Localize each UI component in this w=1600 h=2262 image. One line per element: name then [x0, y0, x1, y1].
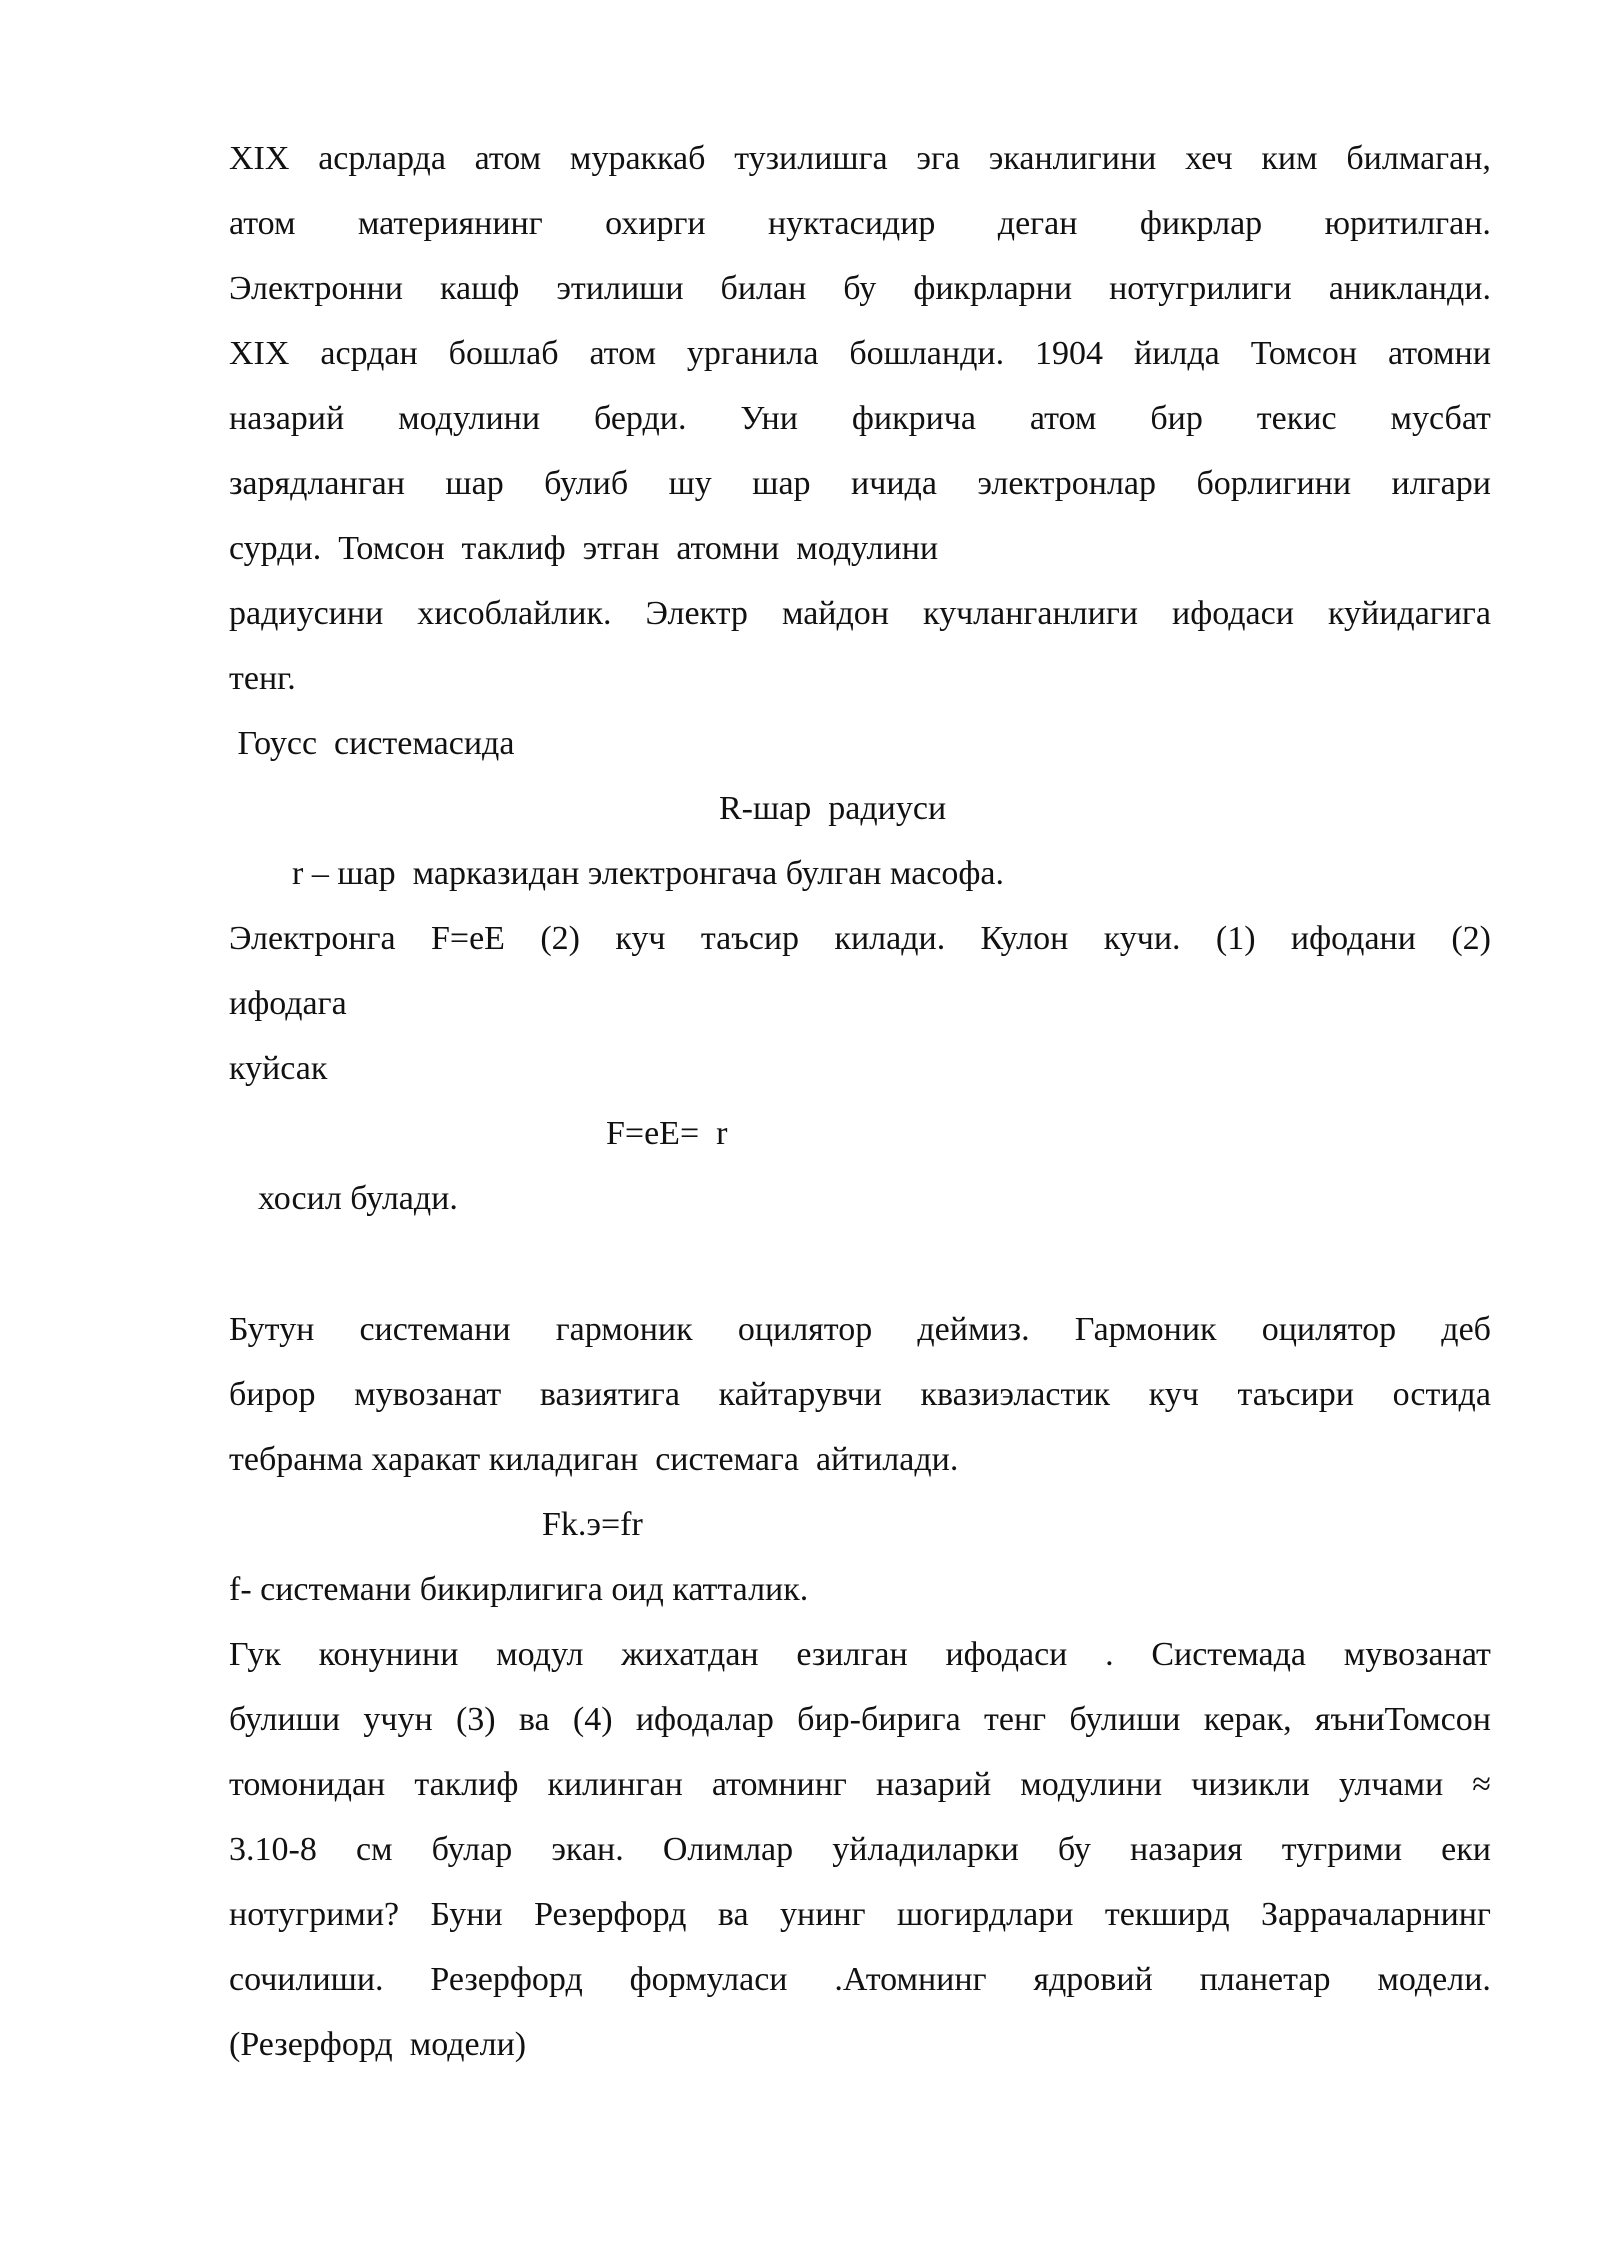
word: кашф: [440, 270, 520, 307]
word: Электр: [645, 595, 748, 632]
word: учун: [363, 1701, 433, 1738]
text-line: Гоусс системасида: [229, 725, 515, 762]
word: зарядланган: [229, 465, 405, 502]
word: аникланди.: [1328, 270, 1491, 307]
word: кайтарувчи: [718, 1376, 882, 1413]
text-line: [229, 1300, 1491, 1360]
word: Буни: [430, 1896, 503, 1933]
word: кучланганлиги: [923, 595, 1138, 632]
word: F=eE: [431, 920, 505, 957]
word: атом: [1029, 400, 1097, 437]
text-line: [229, 389, 1491, 449]
word: илгари: [1391, 465, 1491, 502]
word: яъниТомсон: [1314, 1701, 1491, 1738]
word: атом: [589, 335, 656, 372]
text-line: [229, 1950, 1491, 2010]
text-line: r – шар марказидан электронгача булган масофа.: [292, 855, 1005, 892]
word: .: [1105, 1636, 1114, 1673]
word: хисоблайлик.: [417, 595, 612, 632]
word: модели.: [1377, 1961, 1491, 1998]
text-line: тенг.: [229, 660, 296, 697]
text-line: Fk.э=fr: [542, 1506, 643, 1543]
word: Резерфорд: [430, 1961, 583, 1998]
word: асрдан: [320, 335, 418, 372]
word: атомни: [1388, 335, 1491, 372]
word: системани: [359, 1311, 511, 1348]
word: жихатдан: [621, 1636, 759, 1673]
word: билан: [720, 270, 807, 307]
text-line: тебранма харакат киладиган системага айтилади.: [229, 1441, 959, 1478]
word: булиши: [229, 1701, 341, 1738]
word: шу: [668, 465, 712, 502]
word: 1904: [1035, 335, 1104, 372]
word: XIX: [229, 140, 290, 177]
word: атомнинг: [711, 1766, 847, 1803]
word: планетар: [1199, 1961, 1331, 1998]
word: экан.: [551, 1831, 624, 1868]
word: текис: [1256, 400, 1337, 437]
word: Электронга: [229, 920, 396, 957]
word: шогирдлари: [896, 1896, 1074, 1933]
word: охирги: [605, 205, 706, 242]
word: берди.: [593, 400, 687, 437]
text-line: [229, 194, 1491, 254]
word: эга: [916, 140, 961, 177]
word: (2): [540, 920, 580, 957]
word: билмаган,: [1346, 140, 1491, 177]
word: бу: [1057, 1831, 1091, 1868]
word: мувозанат: [354, 1376, 502, 1413]
word: кучи.: [1103, 920, 1181, 957]
word: (2): [1451, 920, 1491, 957]
word: ичида: [851, 465, 937, 502]
word: этилиши: [556, 270, 684, 307]
word: 3.10-8: [229, 1831, 317, 1868]
word: куч: [1148, 1376, 1199, 1413]
word: см: [355, 1831, 393, 1868]
text-line: ифодага: [229, 985, 347, 1022]
word: Уни: [740, 400, 798, 437]
word: Томсон: [1250, 335, 1358, 372]
word: таъсир: [700, 920, 800, 957]
word: улчами: [1338, 1766, 1444, 1803]
word: булар: [431, 1831, 513, 1868]
word: Резерфорд: [534, 1896, 687, 1933]
word: куйидагига: [1327, 595, 1491, 632]
word: майдон: [781, 595, 890, 632]
text-line: [229, 1820, 1491, 1880]
text-line: F=eE= r: [606, 1115, 728, 1152]
word: Олимлар: [662, 1831, 794, 1868]
word: ифодалар: [635, 1701, 774, 1738]
word: шар: [752, 465, 811, 502]
word: текширд: [1104, 1896, 1230, 1933]
word: радиусини: [229, 595, 384, 632]
word: булиб: [544, 465, 629, 502]
word: атом: [229, 205, 296, 242]
word: сочилиши.: [229, 1961, 384, 1998]
word: ва: [717, 1896, 749, 1933]
word: хеч: [1185, 140, 1233, 177]
word: XIX: [229, 335, 290, 372]
word: электронлар: [977, 465, 1157, 502]
word: .Атомнинг: [834, 1961, 987, 1998]
word: урганила: [686, 335, 819, 372]
text-line: [229, 129, 1491, 189]
word: мусбат: [1390, 400, 1491, 437]
word: таъсири: [1237, 1376, 1354, 1413]
word: булиши: [1069, 1701, 1181, 1738]
word: ва: [518, 1701, 550, 1738]
word: бу: [843, 270, 877, 307]
text-line: f- системани бикирлигига оид катталик.: [229, 1571, 809, 1608]
text-line: [229, 1885, 1491, 1945]
word: ифодаси: [945, 1636, 1068, 1673]
word: таклиф: [414, 1766, 519, 1803]
word: ифодани: [1290, 920, 1416, 957]
word: тузилишга: [734, 140, 888, 177]
text-line: [229, 259, 1491, 319]
text-line: [229, 1365, 1491, 1425]
text-line: куйсак: [229, 1050, 328, 1087]
word: еки: [1441, 1831, 1491, 1868]
word: нотугрими?: [229, 1896, 400, 1933]
text-line: [229, 909, 1491, 969]
word: килади.: [834, 920, 946, 957]
word: модулини: [1020, 1766, 1163, 1803]
word: назария: [1130, 1831, 1243, 1868]
word: чизикли: [1191, 1766, 1310, 1803]
word: нуктасидир: [767, 205, 936, 242]
text-line: (Резерфорд модели): [229, 2026, 527, 2063]
word: Заррачаларнинг: [1261, 1896, 1491, 1933]
word: килинган: [547, 1766, 683, 1803]
word: конунини: [318, 1636, 459, 1673]
text-line: [229, 454, 1491, 514]
word: бир: [1150, 400, 1203, 437]
word: квазиэластик: [920, 1376, 1111, 1413]
word: нотугрилиги: [1109, 270, 1292, 307]
word: деб: [1441, 1311, 1491, 1348]
word: Гармоник: [1074, 1311, 1217, 1348]
word: ким: [1261, 140, 1318, 177]
word: тенг: [984, 1701, 1047, 1738]
word: езилган: [796, 1636, 908, 1673]
text-line: [229, 584, 1491, 644]
word: (1): [1215, 920, 1256, 957]
word: Электронни: [229, 270, 403, 307]
word: борлигини: [1196, 465, 1352, 502]
word: назарий: [875, 1766, 992, 1803]
word: Бутун: [229, 1311, 315, 1348]
word: керак,: [1203, 1701, 1292, 1738]
word: бир-бирига: [797, 1701, 961, 1738]
word: Гук: [229, 1636, 281, 1673]
text-line: хосил булади.: [258, 1180, 458, 1217]
word: назарий: [229, 400, 345, 437]
word: вазиятига: [539, 1376, 680, 1413]
word: уйладиларки: [832, 1831, 1019, 1868]
word: остида: [1392, 1376, 1491, 1413]
word: юритилган.: [1324, 205, 1491, 242]
word: тугрими: [1281, 1831, 1403, 1868]
text-line: [229, 1690, 1491, 1750]
word: эканлигини: [988, 140, 1157, 177]
word: бошланди.: [849, 335, 1005, 372]
word: фикрларни: [913, 270, 1073, 307]
word: (3): [455, 1701, 496, 1738]
word: деймиз.: [917, 1311, 1030, 1348]
word: оцилятор: [737, 1311, 873, 1348]
word: фикрича: [851, 400, 976, 437]
word: оцилятор: [1261, 1311, 1397, 1348]
word: фикрлар: [1139, 205, 1263, 242]
word: йилда: [1134, 335, 1220, 372]
word: гармоник: [555, 1311, 693, 1348]
word: ядровий: [1033, 1961, 1153, 1998]
word: деган: [997, 205, 1078, 242]
word: унинг: [780, 1896, 866, 1933]
text-line: сурди. Томсон таклиф этган атомни модулини: [229, 530, 939, 567]
word: бошлаб: [448, 335, 559, 372]
word: ≈: [1472, 1766, 1491, 1803]
word: атом: [474, 140, 542, 177]
word: формуласи: [629, 1961, 788, 1998]
word: Системада: [1151, 1636, 1307, 1673]
word: бирор: [229, 1376, 316, 1413]
word: асрларда: [318, 140, 446, 177]
word: (4): [572, 1701, 613, 1738]
word: мувозанат: [1343, 1636, 1491, 1673]
word: модул: [496, 1636, 584, 1673]
text-line: [229, 1755, 1491, 1815]
text-line: [229, 1625, 1491, 1685]
text-line: [229, 324, 1491, 384]
word: материянинг: [357, 205, 543, 242]
word: шар: [445, 465, 504, 502]
word: куч: [615, 920, 666, 957]
word: ифодаси: [1172, 595, 1294, 632]
word: мураккаб: [569, 140, 706, 177]
word: модулини: [398, 400, 541, 437]
word: Кулон: [980, 920, 1069, 957]
text-line: R-шар радиуси: [719, 790, 947, 827]
word: томонидан: [229, 1766, 386, 1803]
